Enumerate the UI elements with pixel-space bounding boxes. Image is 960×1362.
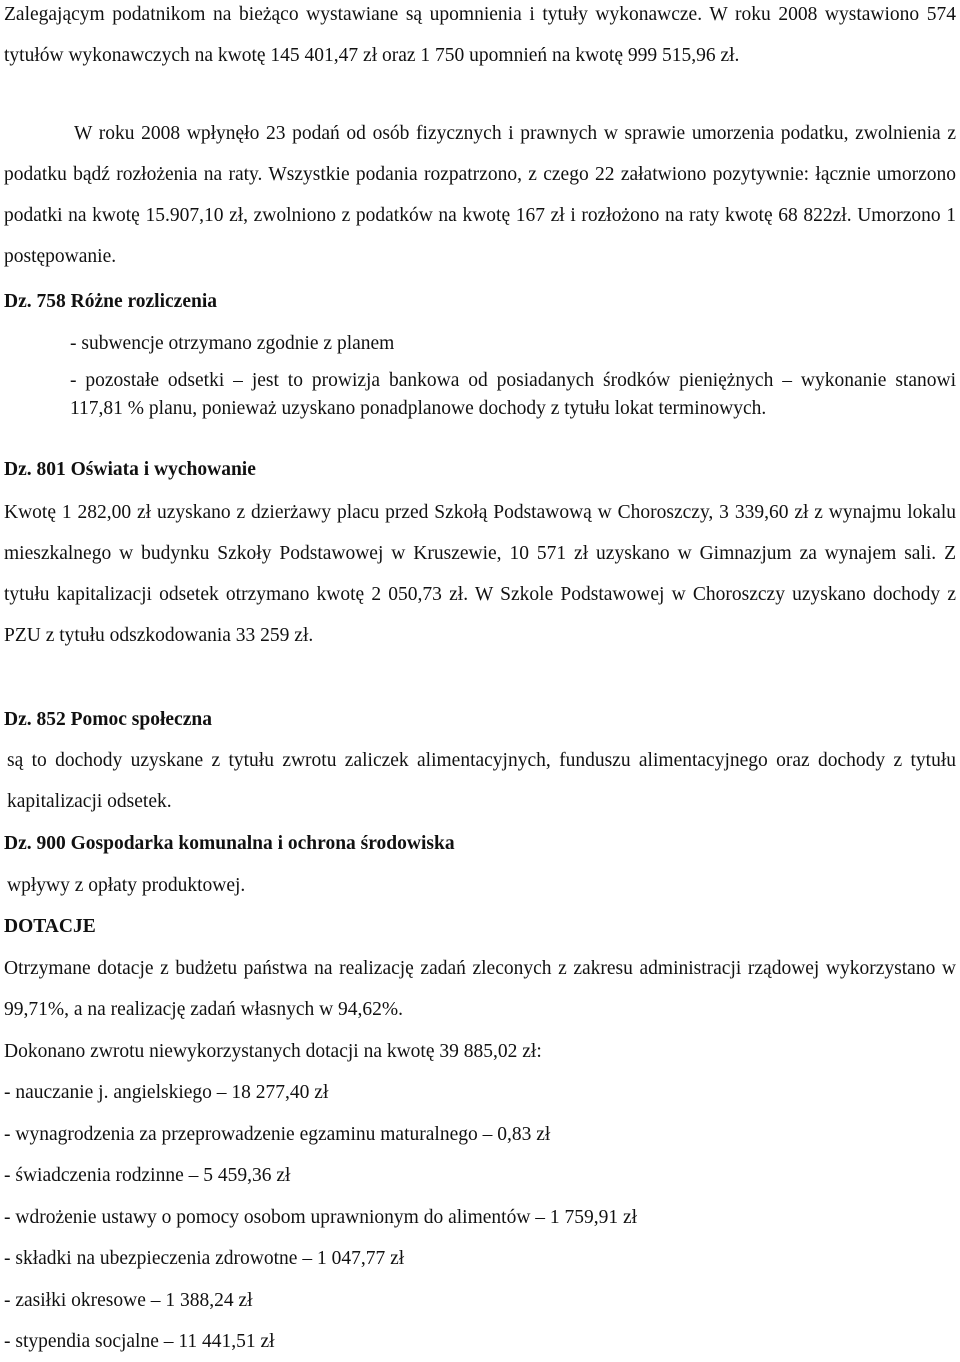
list-item: - stypendia socjalne – 11 441,51 zł: [4, 1331, 275, 1352]
section-heading-dotacje: DOTACJE: [4, 916, 96, 937]
list-item: - świadczenia rodzinne – 5 459,36 zł: [4, 1165, 291, 1186]
tax-enforcement-paragraph: Zalegającym podatnikom na bieżąco wystawiane są upomnienia i tytuły wykonawcze. W roku 2008 wystawiono 574 tytułów wykonawczych na kwotę 145 401,47 zł oraz 1 750 upomnień na kwotę 999 515,96 zł.: [4, 4, 956, 66]
section-heading-dz758: Dz. 758 Różne rozliczenia: [4, 291, 217, 312]
dz852-body: są to dochody uzyskane z tytułu zwrotu zaliczek alimentacyjnych, funduszu alimentacyjnego oraz dochody z tytułu kapitalizacji odsetek.: [7, 750, 956, 812]
dotacje-usage-paragraph: Otrzymane dotacje z budżetu państwa na realizację zadań zleconych z zakresu administracji rządowej wykorzystano w 99,71%, a na realizację zadań własnych w 94,62%.: [4, 958, 956, 1020]
list-item: - wdrożenie ustawy o pomocy osobom uprawnionym do alimentów – 1 759,91 zł: [4, 1207, 638, 1228]
list-item: - nauczanie j. angielskiego – 18 277,40 zł: [4, 1082, 329, 1103]
dz758-item-subwencje: - subwencje otrzymano zgodnie z planem: [70, 333, 395, 354]
dz758-item-odsetki: - pozostałe odsetki – jest to prowizja bankowa od posiadanych środków pieniężnych – wykonanie stanowi 117,81 % planu, ponieważ uzyskano ponadplanowe dochody z tytułu lokat terminowych.: [70, 370, 956, 419]
list-item: - wynagrodzenia za przeprowadzenie egzaminu maturalnego – 0,83 zł: [4, 1124, 551, 1145]
section-heading-dz852: Dz. 852 Pomoc społeczna: [4, 709, 212, 730]
list-item: - zasiłki okresowe – 1 388,24 zł: [4, 1290, 253, 1311]
list-item: - składki na ubezpieczenia zdrowotne – 1 047,77 zł: [4, 1248, 405, 1269]
dotacje-return-paragraph: Dokonano zwrotu niewykorzystanych dotacji na kwotę 39 885,02 zł:: [4, 1041, 542, 1062]
dz801-body: Kwotę 1 282,00 zł uzyskano z dzierżawy placu przed Szkołą Podstawową w Choroszczy, 3 339,60 zł z wynajmu lokalu mieszkalnego w budynku Szkoły Podstawowej w Kruszewie, 10 571 zł uzyskano w Gimnazjum za wynajem sali. Z tytułu kapitalizacji odsetek otrzymano kwotę 2 050,73 zł. W Szkole Podstawowej w Choroszczy uzyskano dochody z PZU z tytułu odszkodowania 33 259 zł.: [4, 502, 956, 646]
dz900-body: wpływy z opłaty produktowej.: [7, 875, 246, 896]
section-heading-dz900: Dz. 900 Gospodarka komunalna i ochrona środowiska: [4, 833, 455, 854]
section-heading-dz801: Dz. 801 Oświata i wychowanie: [4, 459, 256, 480]
tax-relief-paragraph: W roku 2008 wpłynęło 23 podań od osób fizycznych i prawnych w sprawie umorzenia podatku, zwolnienia z podatku bądź rozłożenia na raty. Wszystkie podania rozpatrzono, z czego 22 załatwiono pozytywnie: łącznie umorzono podatki na kwotę 15.907,10 zł, zwolniono z podatków na kwotę 167 zł i rozłożono na raty kwotę 68 822zł. Umorzono 1 postępowanie.: [4, 123, 956, 267]
